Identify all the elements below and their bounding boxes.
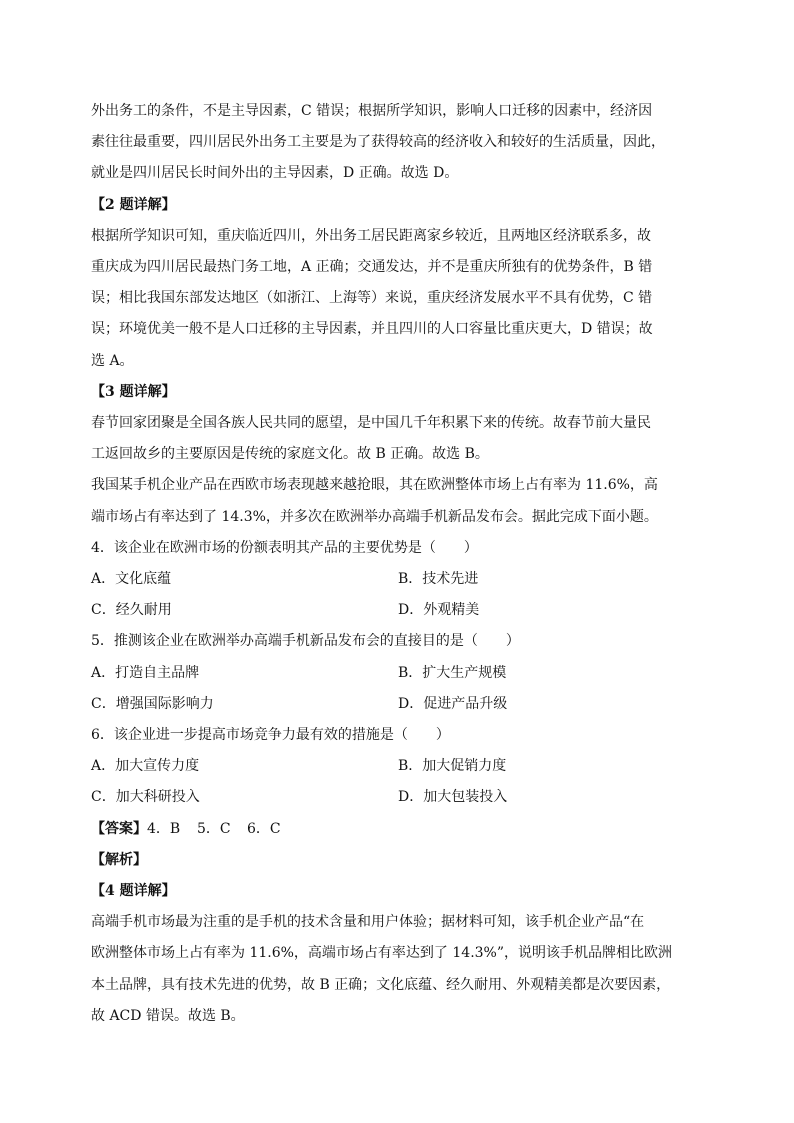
q4-option-b: B．技术先进: [398, 571, 479, 588]
q3-detail-line: 春节回家团聚是全国各族人民共同的愿望，是中国几千年积累下来的传统。故春节前大量民: [91, 415, 651, 432]
q4-options-row-1: [91, 564, 707, 595]
q6-option-b: B．加大促销力度: [398, 758, 507, 775]
answer-6: 6．C: [247, 820, 281, 837]
q4-detail-heading: 【4 题详解】: [91, 883, 176, 900]
q4-detail-line: 欧洲整体市场上占有率为 11.6%，高端市场占有率达到了 14.3%”，说明该手机品牌相比欧洲: [91, 945, 673, 962]
explanation-line: 素往往最重要，四川居民外出务工主要是为了获得较高的经济收入和较好的生活质量，因此，: [91, 134, 665, 151]
q5-stem: 5．推测该企业在欧洲举办高端手机新品发布会的直接目的是（ ）: [91, 633, 520, 650]
answer-4: 4．B: [147, 820, 181, 837]
q6-option-d: D．加大包装投入: [398, 789, 508, 806]
q4-detail-line: 故 ACD 错误。故选 B。: [91, 1007, 245, 1024]
analysis-heading: 【解析】: [91, 851, 147, 868]
answer-5: 5．C: [197, 820, 231, 837]
q4-detail-line: 本土品牌，具有技术先进的优势，故 B 正确；文化底蕴、经久耐用、外观精美都是次要因素，: [91, 976, 671, 993]
q5-option-b: B．扩大生产规模: [398, 664, 507, 681]
q6-option-a: A．加大宣传力度: [91, 758, 200, 775]
q6-options-row-2: [91, 782, 707, 813]
q3-detail-heading: 【3 题详解】: [91, 383, 176, 400]
q2-detail-line: 选 A。: [91, 352, 134, 369]
q4-option-a: A．文化底蕴: [91, 571, 172, 588]
q2-detail-line: 重庆成为四川居民最热门务工地，A 正确；交通发达，并不是重庆所独有的优势条件，B 错: [91, 259, 653, 276]
q3-detail-line: 工返回故乡的主要原因是传统的家庭文化。故 B 正确。故选 B。: [91, 446, 489, 463]
q6-stem: 6．该企业进一步提高市场竞争力最有效的措施是（ ）: [91, 727, 450, 744]
q6-option-c: C．加大科研投入: [91, 789, 200, 806]
q4-stem: 4．该企业在欧洲市场的份额表明其产品的主要优势是（ ）: [91, 539, 478, 556]
answer-label: 【答案】: [91, 820, 147, 837]
answer-line: [91, 814, 707, 845]
q5-option-d: D．促进产品升级: [398, 695, 508, 712]
q5-options-row-1: [91, 658, 707, 689]
q2-detail-line: 误；相比我国东部发达地区（如浙江、上海等）来说，重庆经济发展水平不具有优势，C 错: [91, 290, 653, 307]
q2-detail-line: 误；环境优美一般不是人口迁移的主导因素，并且四川的人口容量比重庆更大，D 错误；故: [91, 321, 653, 338]
q4-detail-line: 高端手机市场最为注重的是手机的技术含量和用户体验；据材料可知，该手机企业产品“在: [91, 914, 645, 931]
document-content: [91, 96, 707, 1032]
material-line: 端市场占有率达到了 14.3%，并多次在欧洲举办高端手机新品发布会。据此完成下面小题。: [91, 508, 658, 525]
q2-detail-line: 根据所学知识可知，重庆临近四川，外出务工居民距离家乡较近，且两地区经济联系多，故: [91, 227, 651, 244]
q6-options-row-1: [91, 751, 707, 782]
q4-option-d: D．外观精美: [398, 602, 480, 619]
q4-option-c: C．经久耐用: [91, 602, 172, 619]
q5-option-c: C．增强国际影响力: [91, 695, 214, 712]
material-line: 我国某手机企业产品在西欧市场表现越来越抢眼，其在欧洲整体市场上占有率为 11.6%，高: [91, 477, 658, 494]
explanation-line: 外出务工的条件，不是主导因素，C 错误；根据所学知识，影响人口迁移的因素中，经济因: [91, 103, 653, 119]
q4-options-row-2: [91, 595, 707, 626]
q5-option-a: A．打造自主品牌: [91, 664, 200, 681]
explanation-line: 就业是四川居民长时间外出的主导因素，D 正确。故选 D。: [91, 165, 459, 182]
q5-options-row-2: [91, 689, 707, 720]
q2-detail-heading: 【2 题详解】: [91, 196, 176, 213]
